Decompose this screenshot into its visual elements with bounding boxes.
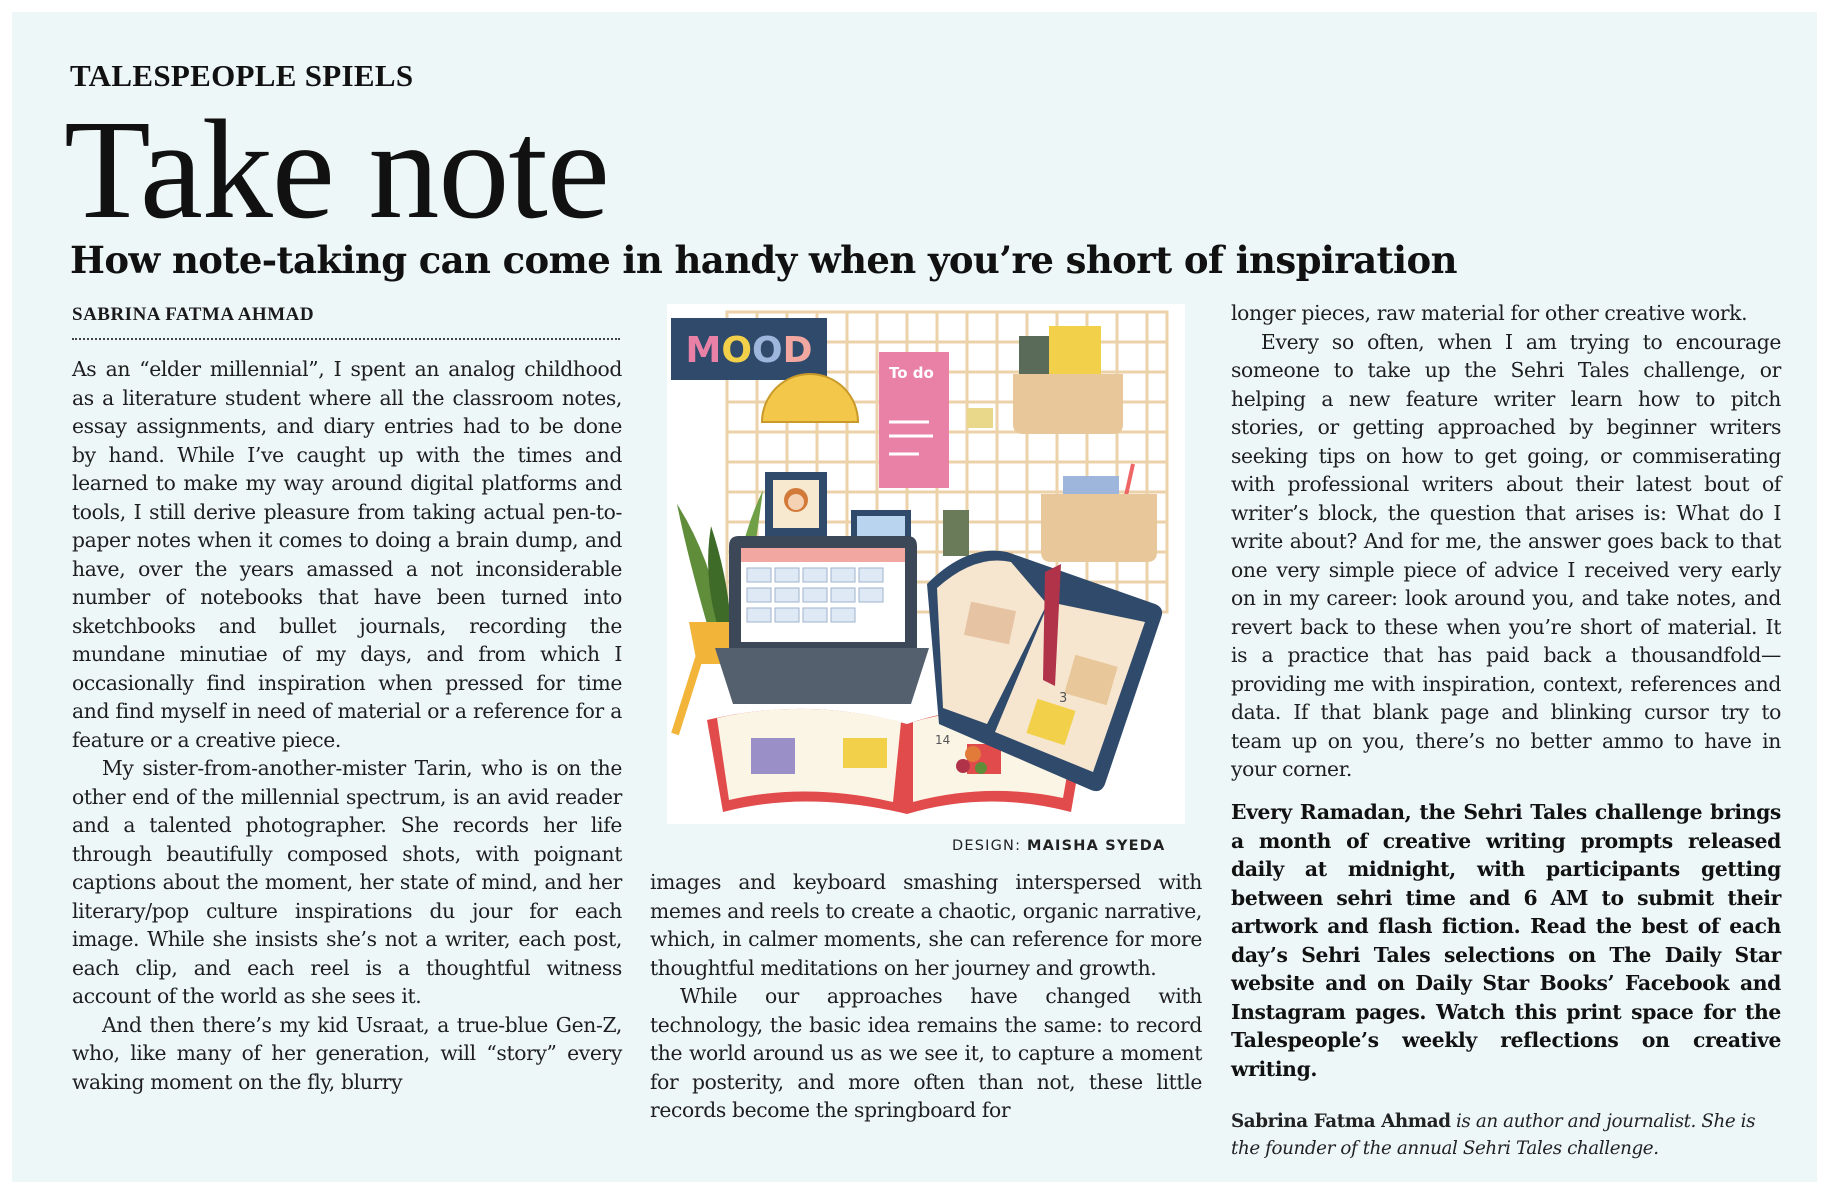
subheadline: How note-taking can come in handy when you’re short of inspiration: [70, 238, 1457, 282]
credit-prefix: DESIGN:: [952, 838, 1022, 854]
article-column-3: [1231, 299, 1781, 784]
green-tag: [943, 510, 969, 556]
mood-letter: O: [751, 330, 783, 371]
paragraph: My sister-from-another-mister Tarin, who is on the other end of the millennial spectrum, is an avid reader and a talented photographer. She records her life through beautifully composed shots, with poignant captions about the moment, her state of mind, and her literary/pop culture inspirations du jour for each image. While she insists she’s not a writer, each post, each clip, and each reel is a thoughtful witness account of the world as she sees it.: [72, 756, 622, 1008]
paragraph: Every so often, when I am trying to encourage someone to take up the Sehri Tales challenge, or helping a new feature writer learn how to pitch stories, or getting approached by beginner writers seeking tips on how to get going, or commiserating with professional writers about their latest bout of writer’s block, the question that arises is: What do I write about? And for me, the answer goes back to that one very simple piece of advice I received very early on in my career: look around you, and take notes, and revert back to these when you’re short of material. It is a practice that has paid back a thousandfold—providing me with inspiration, context, references and data. If that blank page and blinking cursor try to team up on you, there’s no better ammo to have in your corner.: [1231, 329, 1781, 781]
laptop-keyboard: [715, 648, 929, 704]
article-column-1: [72, 355, 622, 1096]
paragraph: As an “elder millennial”, I spent an analog childhood as a literature student where all the classroom notes, essay assignments, and diary entries had to be done by hand. While I’ve caught up with the times and learned to make my way around digital platforms and tools, I still derive pleasure from taking actual pen-to-paper notes when it comes to doing a brain dump, and have, over the years amassed a not inconsiderable number of notebooks that have been turned into sketchbooks and bullet journals, recording the mundane minutiae of my days, and from which I occasionally find inspiration when pressed for time and find myself in need of material or a reference for a feature or a creative piece.: [72, 357, 622, 752]
page-number-left: 14: [935, 733, 951, 747]
author-bio: [1231, 1108, 1787, 1162]
todo-label: To do: [889, 364, 934, 382]
illustration-credit: [952, 838, 1165, 854]
illustration: [667, 304, 1185, 824]
pencil-icon: [675, 652, 701, 734]
mood-sign-text: [686, 330, 813, 371]
note-taking-illustration: [667, 304, 1185, 824]
mood-letter: M: [685, 330, 722, 371]
author-name: Sabrina Fatma Ahmad: [1231, 1111, 1451, 1132]
paragraph: images and keyboard smashing interspersed with memes and reels to create a chaotic, organic narrative, which, in calmer moments, she can reference for more thoughtful meditations on her journey and growth.: [650, 870, 1202, 980]
article-column-2: [650, 868, 1202, 1125]
newspaper-page: [12, 12, 1817, 1182]
wall-basket: [1013, 374, 1123, 434]
wall-basket-2: [1041, 494, 1157, 562]
byline-divider: [72, 338, 620, 340]
yellow-note: [1049, 326, 1101, 376]
notepad-icon: [1063, 476, 1119, 496]
credit-name: MAISHA SYEDA: [1027, 838, 1166, 854]
sticker: [751, 738, 795, 774]
mood-label: [686, 330, 813, 371]
headline: Take note: [64, 90, 609, 248]
author-bio-text: is an author and journalist. She is the founder of the annual Sehri Tales challenge.: [1231, 1111, 1756, 1159]
mood-letter: O: [721, 330, 752, 371]
sehri-tales-promo: Every Ramadan, the Sehri Tales challenge brings a month of creative writing prompts released daily at midnight, with participants getting between sehri time and 6 AM to submit their artwork and flash fiction. Read the best of each day’s Sehri Tales selections on The Daily Star website and on Daily Star Books’ Facebook and Instagram pages. Watch this print space for the Talespeople’s weekly reflections on creative writing.: [1231, 800, 1781, 1081]
mood-letter: D: [782, 330, 813, 371]
byline: SABRINA FATMA AHMAD: [72, 304, 315, 325]
tag-note: [967, 408, 993, 428]
page-number-right: 3: [1059, 691, 1068, 706]
paragraph: And then there’s my kid Usraat, a true-blue Gen-Z, who, like many of her generation, will “story” every waking moment on the fly, blurry: [72, 1012, 622, 1094]
paragraph: While our approaches have changed with technology, the basic idea remains the same: to record the world around us as we see it, to capture a moment for posterity, and more often than not, these little records become the springboard for: [650, 984, 1202, 1122]
flower-icon: [965, 746, 981, 762]
paragraph: longer pieces, raw material for other creative work.: [1231, 301, 1748, 325]
section-kicker: TALESPEOPLE SPIELS: [70, 58, 414, 93]
